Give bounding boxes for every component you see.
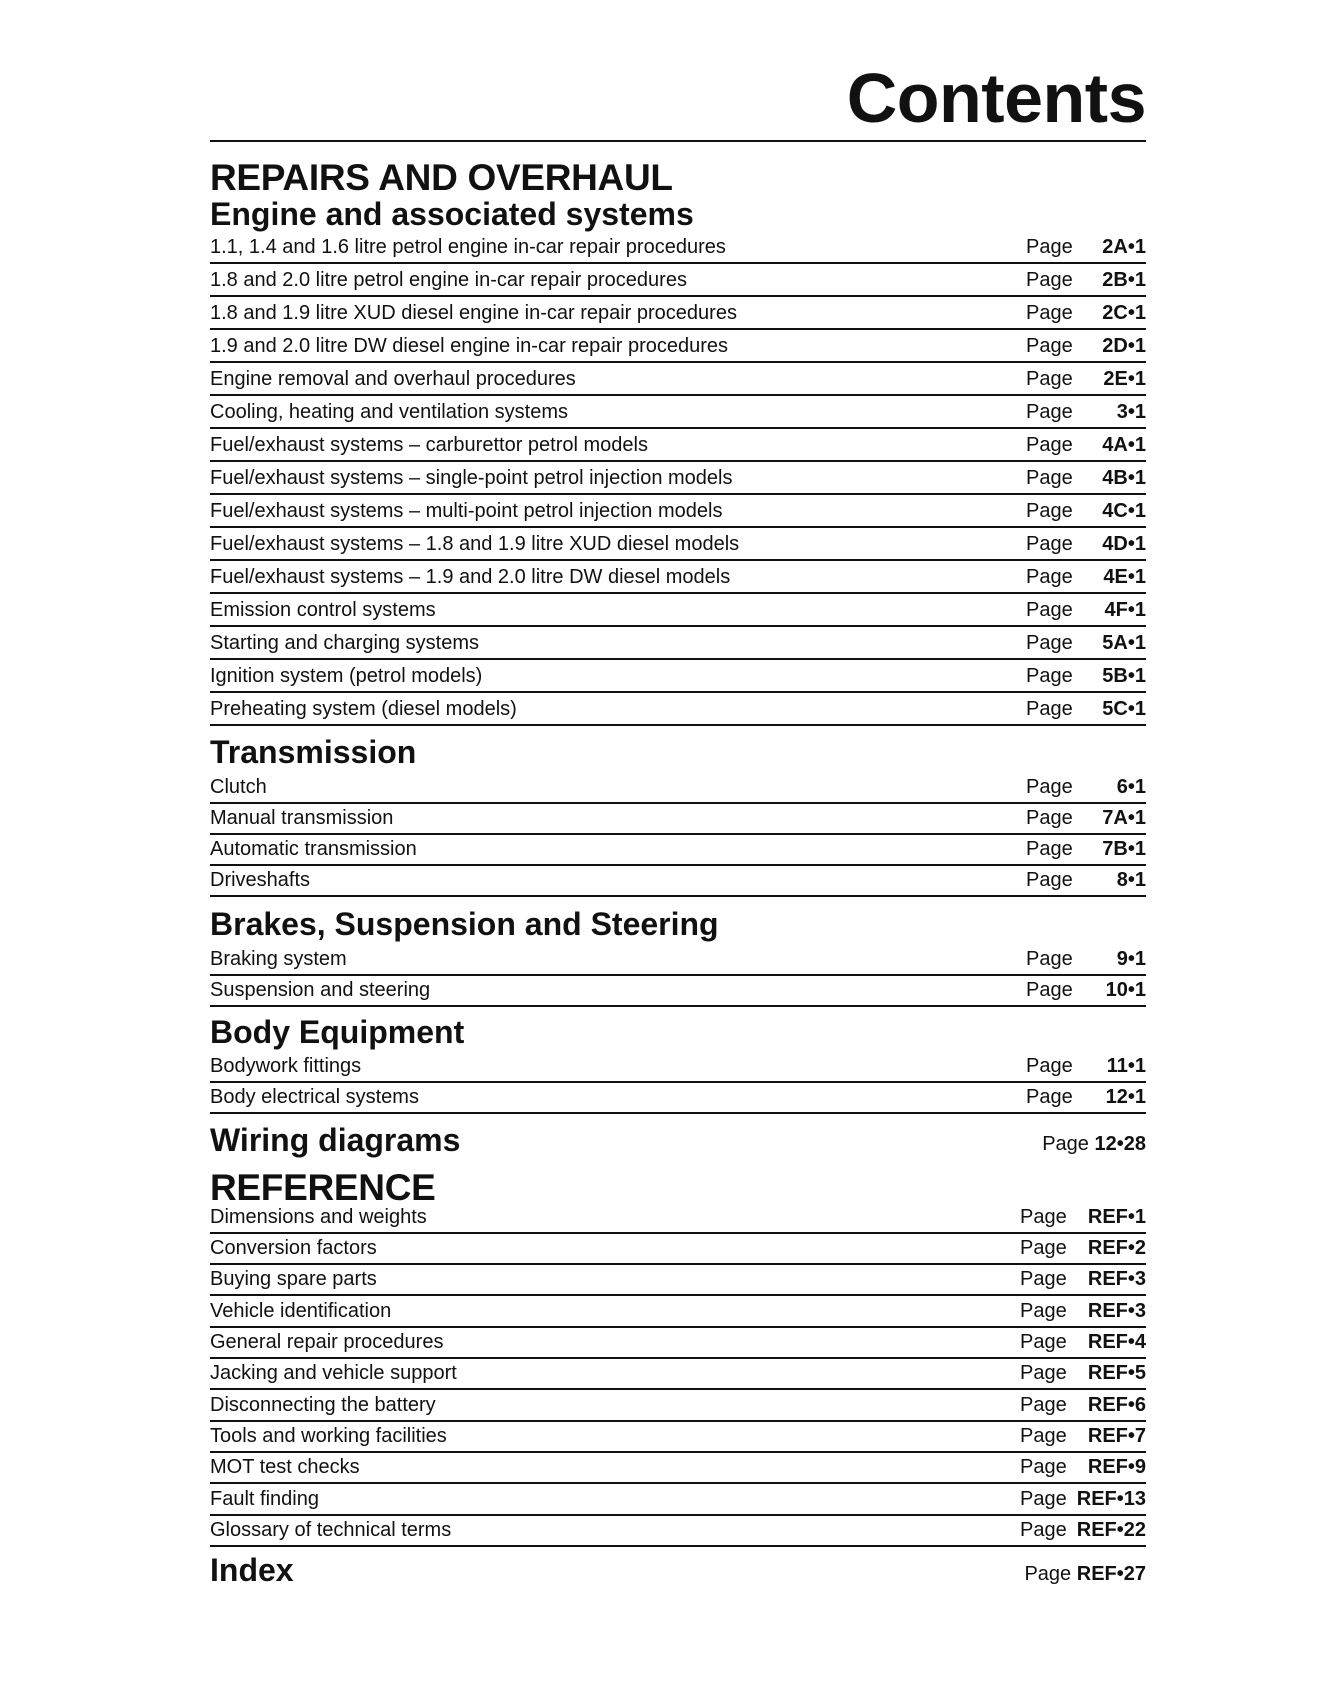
entry-ref [1026,301,1146,325]
page-word: Page [1020,1206,1067,1228]
entry-label: 1.8 and 1.9 litre XUD diesel engine in-car repair procedures [210,302,737,324]
entry-ref [1020,1299,1146,1323]
entry-label: Starting and charging systems [210,632,480,654]
toc-entry[interactable] [210,1263,1146,1296]
page-word: Page [1020,1268,1067,1290]
page-word: Page [1026,368,1073,390]
toc-entry[interactable] [210,262,1146,297]
toc-entry[interactable] [210,1232,1146,1265]
entry-ref [1026,978,1146,1002]
page-word: Page [1026,807,1073,829]
toc-entry[interactable] [210,394,1146,429]
entry-label: 1.8 and 2.0 litre petrol engine in-car repair procedures [210,269,687,291]
page-word: Page [1026,335,1073,357]
entry-ref [1026,1054,1146,1078]
entry-label: Tools and working facilities [210,1425,447,1447]
entry-label: Preheating system (diesel models) [210,698,517,720]
section-heading-index: Index [210,1552,294,1588]
toc-entry[interactable] [210,833,1146,866]
page-number: 9•1 [1116,948,1146,970]
entry-ref [1026,697,1146,721]
page-word: Page [1020,1519,1067,1541]
entry-ref [1020,1393,1146,1417]
page-number: 10•1 [1105,979,1146,1001]
toc-entry[interactable] [210,864,1146,897]
page-word: Page [1042,1133,1089,1155]
entry-label: Emission control systems [210,599,436,621]
page-number: 11•1 [1106,1055,1146,1077]
entry-label: Ignition system (petrol models) [210,665,483,687]
entry-label: Manual transmission [210,807,394,829]
toc-entry[interactable] [210,232,1146,264]
entry-ref [1020,1455,1146,1479]
page-number: 2B•1 [1102,269,1146,291]
entry-label: Body electrical systems [210,1086,419,1108]
entry-ref [1026,235,1146,259]
page-number: REF•3 [1087,1268,1146,1290]
page-number: 2D•1 [1102,335,1146,357]
page-word: Page [1026,948,1073,970]
page-number: REF•7 [1087,1425,1146,1447]
toc-entry[interactable] [210,1451,1146,1484]
entry-ref [1020,1487,1146,1511]
page-title: Contents [846,59,1146,137]
page-word: Page [1026,566,1073,588]
page-word: Page [1020,1456,1067,1478]
entry-ref [1020,1205,1146,1229]
page-number: 5C•1 [1102,698,1146,720]
entry-ref [1026,565,1146,589]
page-number: REF•5 [1087,1362,1146,1384]
index-ref[interactable] [1024,1562,1146,1586]
entry-label: 1.9 and 2.0 litre DW diesel engine in-car repair procedures [210,335,729,357]
page-number: 3•1 [1116,401,1146,423]
page-number: 8•1 [1116,869,1146,891]
title-block [210,58,1146,142]
toc-entry[interactable] [210,1294,1146,1328]
toc-entry[interactable] [210,802,1146,835]
entry-label: Automatic transmission [210,838,417,860]
entry-label: General repair procedures [210,1331,444,1353]
page-word: Page [1026,401,1073,423]
entry-label: Dimensions and weights [210,1206,427,1228]
page-number: 12•28 [1094,1133,1146,1155]
entry-ref [1020,1330,1146,1354]
toc-entry[interactable] [210,942,1146,976]
entry-label: Bodywork fittings [210,1055,362,1077]
toc-entry[interactable] [210,559,1146,594]
page-number: 5A•1 [1102,632,1146,654]
toc-entry[interactable] [210,1388,1146,1422]
entry-label: Fuel/exhaust systems – carburettor petrol models [210,434,648,456]
page-word: Page [1024,1563,1072,1585]
page-word: Page [1020,1237,1067,1259]
toc-entry[interactable] [210,427,1146,462]
entry-label: 1.1, 1.4 and 1.6 litre petrol engine in-car repair procedures [210,236,726,258]
entry-label: Engine removal and overhaul procedures [210,368,576,390]
page-number: 12•1 [1105,1086,1146,1108]
page-number: REF•27 [1076,1563,1146,1585]
page-number: 2A•1 [1102,236,1146,258]
toc-entry[interactable] [210,1050,1146,1083]
section-heading-wiring: Wiring diagrams [210,1122,461,1158]
page-word: Page [1026,776,1073,798]
section-heading-brakes: Brakes, Suspension and Steering [210,906,719,942]
page-number: REF•9 [1087,1456,1146,1478]
entry-ref [1026,598,1146,622]
entry-ref [1026,664,1146,688]
entry-label: Fuel/exhaust systems – 1.9 and 2.0 litre DW diesel models [210,566,731,588]
entry-label: Jacking and vehicle support [210,1362,457,1384]
section-heading-body: Body Equipment [210,1014,465,1050]
wiring-ref[interactable] [1042,1132,1146,1156]
page-word: Page [1026,236,1073,258]
entry-label: Conversion factors [210,1237,377,1259]
toc-entry[interactable] [210,1357,1146,1390]
page-word: Page [1020,1331,1067,1353]
entry-label: Fuel/exhaust systems – 1.8 and 1.9 litre XUD diesel models [210,533,740,555]
entry-ref [1026,868,1146,892]
page-word: Page [1026,302,1073,324]
page-number: 5B•1 [1102,665,1146,687]
page-word: Page [1026,599,1073,621]
page-word: Page [1026,467,1073,489]
page-number: REF•3 [1087,1300,1146,1322]
page-word: Page [1020,1362,1067,1384]
entry-ref [1026,433,1146,457]
page-word: Page [1020,1488,1067,1510]
entry-ref [1026,1085,1146,1109]
entry-label: Fuel/exhaust systems – single-point petrol injection models [210,467,733,489]
page-number: 6•1 [1116,776,1146,798]
entry-label: Disconnecting the battery [210,1394,436,1416]
page-number: 4E•1 [1103,566,1146,588]
entry-label: MOT test checks [210,1456,360,1478]
page-number: REF•1 [1087,1206,1146,1228]
page-word: Page [1026,269,1073,291]
page-word: Page [1020,1394,1067,1416]
page-number: 2C•1 [1102,302,1146,324]
entry-ref [1026,532,1146,556]
toc-entry[interactable] [210,1420,1146,1453]
page-word: Page [1026,979,1073,1001]
page-number: 2E•1 [1103,368,1146,390]
entry-label: Driveshafts [210,869,311,891]
toc-entry[interactable] [210,526,1146,561]
toc-entry[interactable] [210,592,1146,627]
entry-label: Braking system [210,948,347,970]
entry-label: Suspension and steering [210,979,431,1001]
toc-entry[interactable] [210,295,1146,330]
page-word: Page [1026,698,1073,720]
entry-ref [1026,947,1146,971]
entry-ref [1020,1361,1146,1385]
entry-ref [1026,334,1146,358]
page-word: Page [1020,1300,1067,1322]
page-word: Page [1026,1086,1073,1108]
page-number: REF•6 [1087,1394,1146,1416]
entry-label: Fault finding [210,1488,319,1510]
toc-entry[interactable] [210,328,1146,363]
page-word: Page [1026,838,1073,860]
entry-ref [1020,1518,1146,1542]
toc-entry[interactable] [210,625,1146,660]
toc-entry[interactable] [210,770,1146,804]
toc-entry[interactable] [210,1326,1146,1359]
entry-ref [1026,466,1146,490]
toc-entry[interactable] [210,974,1146,1007]
page-number: REF•4 [1087,1331,1146,1353]
toc-entry[interactable] [210,691,1146,726]
toc-entry[interactable] [210,1200,1146,1234]
entry-label: Fuel/exhaust systems – multi-point petrol injection models [210,500,723,522]
page-number: 4F•1 [1104,599,1146,621]
entry-ref [1020,1236,1146,1260]
entry-label: Buying spare parts [210,1268,377,1290]
page-word: Page [1026,533,1073,555]
page-number: REF•2 [1087,1237,1146,1259]
entry-ref [1026,775,1146,799]
toc-entry[interactable] [210,493,1146,528]
toc-entry[interactable] [210,1081,1146,1114]
entry-label: Vehicle identification [210,1300,392,1322]
entry-ref [1026,268,1146,292]
page-word: Page [1026,500,1073,522]
entry-ref [1026,837,1146,861]
entry-label: Glossary of technical terms [210,1519,452,1541]
page-number: 4B•1 [1102,467,1146,489]
page-word: Page [1026,869,1073,891]
page-number: 4C•1 [1102,500,1146,522]
page-word: Page [1026,434,1073,456]
page-word: Page [1026,665,1073,687]
toc-entry[interactable] [210,460,1146,495]
page-number: REF•22 [1076,1519,1146,1541]
entry-ref [1026,806,1146,830]
page-number: 7A•1 [1102,807,1146,829]
section-heading-transmission: Transmission [210,734,417,770]
entry-ref [1026,367,1146,391]
entry-ref [1026,400,1146,424]
section-heading-engine: Engine and associated systems [210,196,694,232]
entry-label: Cooling, heating and ventilation systems [210,401,568,423]
toc-entry[interactable] [210,1482,1146,1516]
page-word: Page [1026,1055,1073,1077]
toc-entry[interactable] [210,361,1146,396]
entry-ref [1020,1424,1146,1448]
page-number: 4A•1 [1102,434,1146,456]
entry-ref [1020,1267,1146,1291]
toc-entry[interactable] [210,1514,1146,1547]
entry-label: Clutch [210,776,267,798]
page-word: Page [1020,1425,1067,1447]
page-word: Page [1026,632,1073,654]
page-number: 7B•1 [1102,838,1146,860]
toc-entry[interactable] [210,658,1146,693]
repairs-heading: REPAIRS AND OVERHAUL [210,157,673,198]
reference-heading: REFERENCE [210,1167,436,1208]
entry-ref [1026,631,1146,655]
entry-ref [1026,499,1146,523]
page-number: 4D•1 [1102,533,1146,555]
page-number: REF•13 [1076,1488,1146,1510]
